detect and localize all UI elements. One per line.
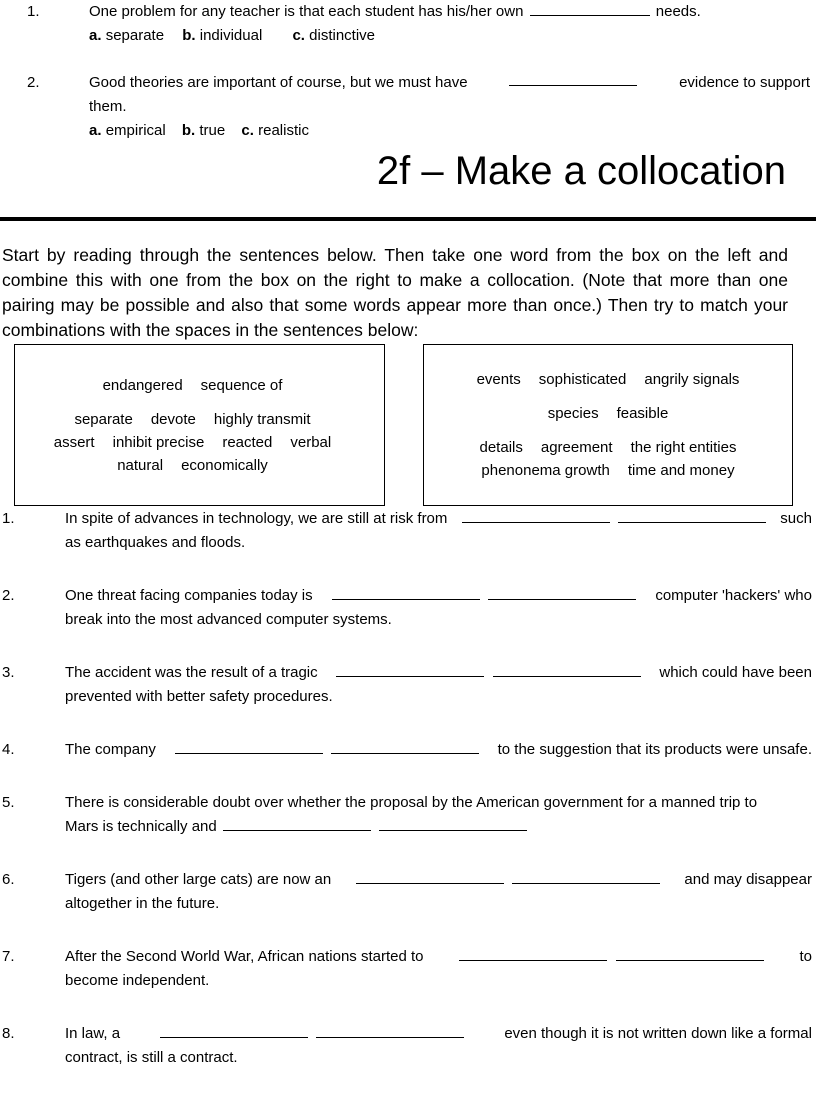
word-row (424, 371, 792, 388)
sentence-text: In law, a (65, 1025, 121, 1042)
word-row (1, 411, 384, 428)
word-row (424, 462, 792, 479)
sentence-1 (2, 507, 810, 555)
blank-pair (457, 945, 765, 969)
mcq-1 (0, 0, 816, 50)
sentence-8 (2, 1022, 810, 1070)
word[interactable]: reacted (222, 434, 273, 451)
option-a[interactable]: a. separate (89, 27, 165, 44)
option-c[interactable]: c. distinctive (292, 27, 376, 44)
answer-blank[interactable] (488, 585, 636, 600)
option-b[interactable]: b. individual (182, 27, 263, 44)
blank-pair (330, 584, 638, 608)
sentence-number: 2. (2, 587, 15, 604)
sentence-line (65, 1022, 812, 1046)
sentence-line (65, 815, 812, 839)
right-word-box (423, 344, 793, 506)
sentence-number: 1. (2, 510, 15, 527)
left-word-box (14, 344, 385, 506)
word[interactable]: details (479, 439, 523, 456)
sentence-6 (2, 868, 810, 916)
word[interactable]: species (547, 405, 599, 422)
sentence-2 (2, 584, 810, 632)
sentence-text: to (799, 948, 812, 965)
answer-blank[interactable] (509, 71, 637, 86)
sentence-7 (2, 945, 810, 993)
sentence-text: as earthquakes and floods. (65, 534, 246, 551)
mcq-after: evidence to support (679, 74, 810, 91)
sentence-text: become independent. (65, 972, 210, 989)
sentence-line (65, 507, 812, 531)
word[interactable]: sophisticated (538, 371, 627, 388)
sentence-number: 3. (2, 664, 15, 681)
sentence-number: 7. (2, 948, 15, 965)
mcq-number: 2. (27, 74, 40, 91)
word[interactable]: phenonema growth (481, 462, 610, 479)
blank-pair (354, 868, 662, 892)
answer-blank[interactable] (616, 946, 764, 961)
mcq-before: One problem for any teacher is that each student has his/her own (89, 3, 524, 20)
mcq-options (89, 24, 387, 48)
sentence-number: 5. (2, 794, 15, 811)
sentence-text: computer 'hackers' who (655, 587, 812, 604)
sentence-text: The company (65, 741, 156, 758)
sentence-text: There is considerable doubt over whether the proposal by the American government for a manned trip to (65, 794, 758, 811)
answer-blank[interactable] (332, 585, 480, 600)
word[interactable]: events (476, 371, 521, 388)
blank-pair (158, 1022, 466, 1046)
sentence-text: In spite of advances in technology, we are still at risk from (65, 510, 448, 527)
word[interactable]: sequence of (200, 377, 283, 394)
sentence-text: prevented with better safety procedures. (65, 688, 333, 705)
mcq-2 (0, 71, 816, 146)
word-row (424, 439, 792, 456)
word-row (1, 457, 384, 474)
sentence-text: Mars is technically and (65, 818, 217, 835)
sentence-number: 6. (2, 871, 15, 888)
sentence-line (65, 868, 812, 892)
answer-blank[interactable] (316, 1023, 464, 1038)
answer-blank[interactable] (160, 1023, 308, 1038)
word[interactable]: time and money (627, 462, 735, 479)
answer-blank[interactable] (459, 946, 607, 961)
option-c[interactable]: c. realistic (241, 122, 309, 139)
sentence-4 (2, 738, 810, 762)
sentence-text: which could have been (659, 664, 812, 681)
sentence-line (65, 945, 812, 969)
answer-blank[interactable] (618, 508, 766, 523)
word[interactable]: angrily signals (644, 371, 740, 388)
sentence-line (65, 584, 812, 608)
section-title: 2f – Make a collocation (376, 149, 786, 193)
sentence-text: break into the most advanced computer systems. (65, 611, 392, 628)
sentence-text: to the suggestion that its products were unsafe. (497, 741, 812, 758)
sentence-5 (2, 791, 810, 839)
sentence-text: After the Second World War, African nations started to (65, 948, 424, 965)
blank-pair (334, 661, 642, 685)
word[interactable]: devote (150, 411, 196, 428)
blank-pair (460, 507, 768, 531)
sentence-text: Tigers (and other large cats) are now an (65, 871, 332, 888)
answer-blank[interactable] (493, 662, 641, 677)
sentence-line (65, 738, 812, 762)
mcq-continuation: them. (89, 98, 127, 115)
word-row (1, 377, 384, 394)
mcq-number: 1. (27, 3, 40, 20)
answer-blank[interactable] (175, 739, 323, 754)
answer-blank[interactable] (379, 816, 527, 831)
divider (0, 217, 816, 221)
sentence-text: even though it is not written down like a formal (504, 1025, 812, 1042)
answer-blank[interactable] (356, 869, 504, 884)
word[interactable]: natural (117, 457, 164, 474)
sentence-text: and may disappear (684, 871, 812, 888)
sentence-text: altogether in the future. (65, 895, 220, 912)
answer-blank[interactable] (223, 816, 371, 831)
word[interactable]: highly transmit (213, 411, 311, 428)
word[interactable]: separate (74, 411, 133, 428)
sentence-line (65, 661, 812, 685)
word[interactable]: inhibit precise (112, 434, 205, 451)
option-a[interactable]: a. empirical (89, 122, 166, 139)
sentence-text: One threat facing companies today is (65, 587, 313, 604)
sentence-number: 4. (2, 741, 15, 758)
answer-blank[interactable] (512, 869, 660, 884)
word[interactable]: agreement (540, 439, 613, 456)
word[interactable]: verbal (290, 434, 332, 451)
mcq-after: needs. (655, 3, 701, 20)
mcq-before: Good theories are important of course, but we must have (89, 74, 468, 91)
answer-blank[interactable] (530, 1, 650, 16)
word[interactable]: economically (181, 457, 268, 474)
word[interactable]: assert (53, 434, 95, 451)
answer-blank[interactable] (462, 508, 610, 523)
sentence-text: The accident was the result of a tragic (65, 664, 318, 681)
word-row (1, 434, 384, 451)
answer-blank[interactable] (336, 662, 484, 677)
option-b[interactable]: b. true (181, 122, 226, 139)
sentence-text: such (780, 510, 812, 527)
word[interactable]: feasible (616, 405, 669, 422)
word-row (424, 405, 792, 422)
mcq-text (89, 0, 701, 24)
blank-pair (173, 738, 481, 762)
word[interactable]: the right entities (630, 439, 737, 456)
mcq-options (89, 119, 321, 143)
word[interactable]: endangered (102, 377, 183, 394)
sentence-number: 8. (2, 1025, 15, 1042)
sentence-3 (2, 661, 810, 709)
mcq-text (89, 71, 810, 95)
answer-blank[interactable] (331, 739, 479, 754)
sentence-text: contract, is still a contract. (65, 1049, 238, 1066)
instructions: Start by reading through the sentences below. Then take one word from the box on the left and combine this with one from the box on the right to make a collocation. (Note that more than one pairing may be possible and also that some words appear more than once.) Then try to match your combinations with the spaces in the sentences below: (2, 245, 788, 340)
